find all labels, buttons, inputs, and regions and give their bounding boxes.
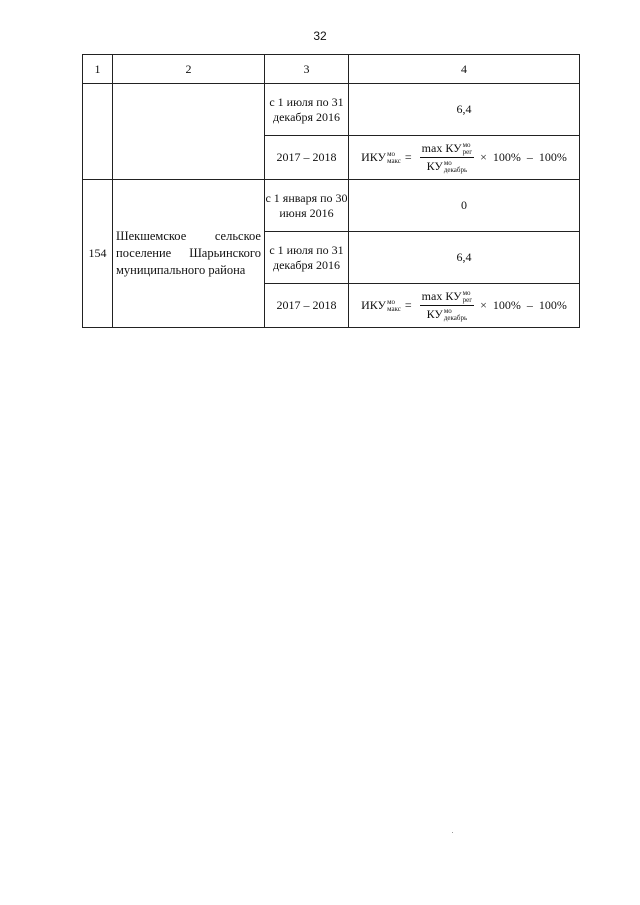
number-cell: 154 xyxy=(83,180,113,328)
formula-den-sup: мо xyxy=(443,159,452,168)
formula-lhs: ИКУ xyxy=(361,298,387,312)
period-cell: 2017 – 2018 xyxy=(265,284,349,328)
formula-num-sub: рег xyxy=(462,148,473,156)
header-col-1: 1 xyxy=(83,55,113,84)
formula xyxy=(349,141,579,175)
table-row xyxy=(83,84,580,136)
formula-num-sup: мо xyxy=(462,141,471,149)
formula-minus: – xyxy=(526,150,533,164)
formula-fraction xyxy=(420,289,474,323)
number-cell xyxy=(83,84,113,180)
formula-equals: = xyxy=(404,150,412,164)
period-cell: с 1 июля по 31 декабря 2016 xyxy=(265,84,349,136)
formula-times: × xyxy=(480,150,487,164)
formula-num-sup: мо xyxy=(462,289,471,297)
header-col-2: 2 xyxy=(113,55,265,84)
formula-num-prefix: max xyxy=(421,288,443,303)
header-col-3: 3 xyxy=(265,55,349,84)
period-cell: с 1 января по 30 июня 2016 xyxy=(265,180,349,232)
formula-equals: = xyxy=(404,298,412,312)
formula-lhs-sub: макс xyxy=(387,304,401,313)
period-cell: 2017 – 2018 xyxy=(265,136,349,180)
formula-lhs-sup: мо xyxy=(387,297,395,306)
formula-den-sub: декабрь xyxy=(443,166,468,175)
value-cell: 0 xyxy=(349,180,580,232)
formula-times: × xyxy=(480,298,487,312)
value-cell: 6,4 xyxy=(349,232,580,284)
table-header-row xyxy=(83,55,580,84)
formula-num-main: КУ xyxy=(445,288,462,303)
table-row xyxy=(83,180,580,232)
formula-num-sub: рег xyxy=(462,296,473,304)
formula-num-prefix: max xyxy=(421,140,443,155)
formula-num-main: КУ xyxy=(445,140,462,155)
formula-den-main: КУ xyxy=(426,159,443,173)
page-number: 32 xyxy=(313,29,327,43)
formula-percent-2: 100% xyxy=(538,298,567,312)
formula-minus: – xyxy=(526,298,533,312)
formula-cell xyxy=(349,136,580,180)
scan-speck xyxy=(452,832,453,833)
formula-fraction xyxy=(420,141,474,175)
formula-lhs-sub: макс xyxy=(387,156,401,165)
formula-cell xyxy=(349,284,580,328)
period-cell: с 1 июля по 31 декабря 2016 xyxy=(265,232,349,284)
name-cell: Шекшемское сельское поселение Шарьинского муниципального района xyxy=(113,180,265,328)
formula-percent: 100% xyxy=(492,150,521,164)
formula-percent-2: 100% xyxy=(538,150,567,164)
formula-den-sup: мо xyxy=(443,307,452,316)
header-col-4: 4 xyxy=(349,55,580,84)
formula-den-main: КУ xyxy=(426,307,443,321)
name-cell xyxy=(113,84,265,180)
formula-den-sub: декабрь xyxy=(443,314,468,323)
formula-lhs-sup: мо xyxy=(387,149,395,158)
formula xyxy=(349,289,579,323)
formula-lhs: ИКУ xyxy=(361,150,387,164)
data-table xyxy=(82,54,580,328)
formula-percent: 100% xyxy=(492,298,521,312)
value-cell: 6,4 xyxy=(349,84,580,136)
